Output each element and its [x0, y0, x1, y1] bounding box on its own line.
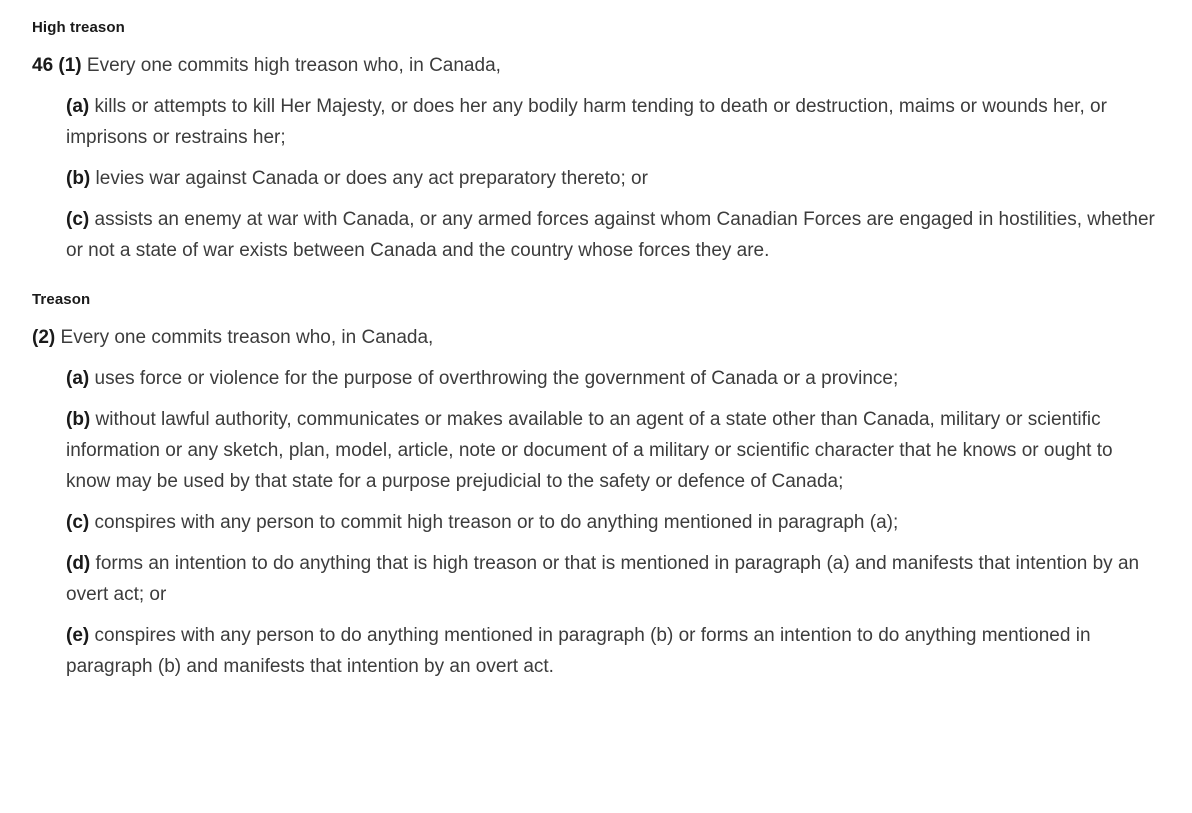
paragraph-label: (c) — [66, 512, 90, 533]
paragraph-c — [32, 204, 1162, 266]
paragraph-label: (e) — [66, 625, 90, 646]
paragraph-text: conspires with any person to do anything mentioned in paragraph (b) or forms an intention to do anything mentioned in paragraph (b) and manifests that intention by an overt act. — [66, 625, 1091, 677]
paragraph-text: uses force or violence for the purpose of overthrowing the government of Canada or a province; — [94, 368, 899, 389]
paragraph-text: levies war against Canada or does any act preparatory thereto; or — [95, 168, 648, 189]
paragraph-a — [32, 91, 1162, 153]
paragraph-label: (d) — [66, 553, 91, 574]
paragraph-b — [32, 163, 1162, 194]
paragraph-label: (c) — [66, 209, 90, 230]
paragraph-label: (b) — [66, 168, 91, 189]
paragraph-b — [32, 404, 1162, 497]
subsection-text: Every one commits treason who, in Canada, — [60, 327, 434, 348]
paragraph-text: forms an intention to do anything that is high treason or that is mentioned in paragraph (a) and manifests that intention by an overt act; or — [66, 553, 1140, 605]
paragraph-list-46-2 — [32, 363, 1162, 682]
paragraph-list-46-1 — [32, 91, 1162, 266]
paragraph-e — [32, 620, 1162, 682]
paragraph-c — [32, 507, 1162, 538]
subsection-label: (2) — [32, 327, 56, 348]
paragraph-label: (b) — [66, 409, 91, 430]
section-treason — [32, 290, 1162, 682]
subsection-label: 46 (1) — [32, 55, 82, 76]
section-high-treason — [32, 18, 1162, 266]
paragraph-text: assists an enemy at war with Canada, or any armed forces against whom Canadian Forces are engaged in hostilities, whether or not a state of war exists between Canada and the country whose forces they are. — [66, 209, 1155, 261]
paragraph-a — [32, 363, 1162, 394]
paragraph-text: without lawful authority, communicates or makes available to an agent of a state other than Canada, military or scientific information or any sketch, plan, model, article, note or document of a military or scientific character that he knows or ought to know may be used by that state for a purpose prejudicial to the safety or defence of Canada; — [66, 409, 1113, 492]
marginal-note-treason: Treason — [32, 291, 91, 308]
marginal-note-high-treason: High treason — [32, 19, 125, 36]
subsection-46-1 — [32, 50, 1144, 81]
paragraph-label: (a) — [66, 368, 90, 389]
subsection-46-2 — [32, 322, 1144, 353]
paragraph-label: (a) — [66, 96, 90, 117]
paragraph-d — [32, 548, 1162, 610]
subsection-text: Every one commits high treason who, in Canada, — [86, 55, 501, 76]
paragraph-text: kills or attempts to kill Her Majesty, or does her any bodily harm tending to death or destruction, maims or wounds her, or imprisons or restrains her; — [66, 96, 1107, 148]
paragraph-text: conspires with any person to commit high treason or to do anything mentioned in paragraph (a); — [94, 512, 899, 533]
